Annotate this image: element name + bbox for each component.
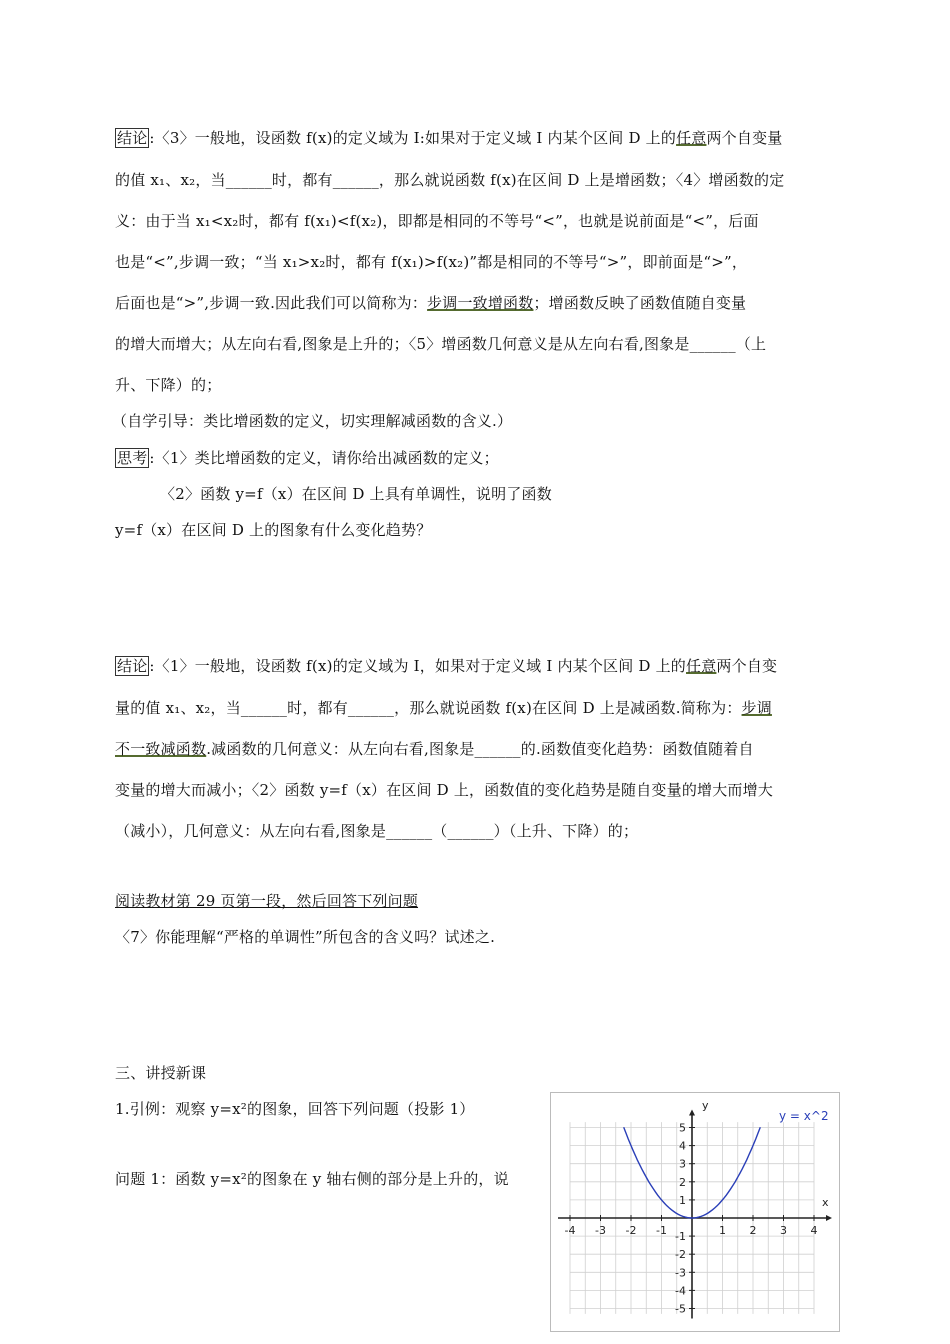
y-tick-label: 5 [679,1121,686,1135]
x-tick-label: -3 [595,1224,606,1237]
think-label: 思考 [117,449,148,467]
text: :〈3〉一般地，设函数 f(x)的定义域为 I:如果对于定义域 I 内某个区间 D 上的 [149,129,677,147]
x-tick-label: -1 [656,1224,667,1237]
think-question-2a: 〈2〉函数 y=f（x）在区间 D 上具有单调性，说明了函数 [160,485,552,503]
section-heading: 三、讲授新课 [115,1064,207,1082]
short-name-decreasing-part1: 步调 [741,699,772,717]
x-tick-label: 3 [780,1224,787,1237]
text: .减函数的几何意义：从左向右看,图象是______的.函数值变化趋势：函数值随着自 [206,740,754,758]
think-question-1 [115,447,840,468]
conclusion-paragraph-1-line-6: 的增大而增大；从左向右看,图象是上升的；〈5〉增函数几何意义是从左向右看,图象是______（上 [115,335,767,353]
y-tick-label: -5 [675,1302,686,1316]
graph-frame [551,1093,840,1332]
reading-instruction: 阅读教材第 29 页第一段，然后回答下列问题 [115,892,419,910]
parabola-graph [550,1092,840,1332]
y-tick-label: -4 [675,1284,686,1298]
graph-canvas [550,1092,840,1332]
conclusion-paragraph-1-line-2: 的值 x₁、x₂，当______时，都有______，那么就说函数 f(x)在区间 D 上是增函数；〈4〉增函数的定 [115,171,785,189]
short-name-decreasing-part2: 不一致减函数 [115,740,207,758]
self-study-guide: （自学引导：类比增函数的定义，切实理解减函数的含义.） [112,412,513,430]
y-tick-label: 1 [679,1193,686,1207]
short-name-increasing: 步调一致增函数 [427,294,534,312]
arbitrary-term: 任意 [676,129,707,147]
y-tick-label: -3 [675,1266,686,1280]
arbitrary-term: 任意 [686,657,717,675]
conclusion-label-2: 结论 [117,657,148,675]
conclusion-paragraph-1-line-5 [115,292,840,313]
text: 量的值 x₁、x₂，当______时，都有______，那么就说函数 f(x)在区间 D 上是减函数.简称为： [115,699,742,717]
x-axis-label: x [822,1196,829,1209]
x-tick-label: 4 [810,1224,818,1237]
conclusion-paragraph-2-line-1 [115,655,840,676]
y-tick-label: 2 [679,1175,686,1189]
x-tick-label: -2 [625,1224,637,1237]
legend-label: y = x^2 [779,1109,829,1123]
question-7: 〈7〉你能理解“严格的单调性”所包含的含义吗？试述之. [115,928,496,946]
y-tick-label: -1 [675,1230,686,1244]
y-axis-label: y [702,1099,709,1112]
text: 后面也是“>”,步调一致.因此我们可以简称为： [115,294,428,312]
conclusion-paragraph-2-line-3 [115,738,840,759]
y-tick-label: 3 [679,1157,686,1171]
text: 两个自变量 [706,129,783,147]
text: 两个自变 [716,657,778,675]
conclusion-paragraph-2-line-5: （减小），几何意义：从左向右看,图象是______（______）（上升、下降）的； [115,822,639,840]
conclusion-paragraph-1-line-1 [115,127,840,148]
x-tick-label: 1 [719,1224,726,1237]
conclusion-paragraph-1-line-3: 义：由于当 x₁<x₂时，都有 f(x₁)<f(x₂)，即都是相同的不等号“<”，也就是说前面是“<”，后面 [115,212,759,230]
conclusion-label: 结论 [117,129,148,147]
conclusion-paragraph-1-line-4: 也是“<”,步调一致；“当 x₁>x₂时，都有 f(x₁)>f(x₂)”都是相同的不等号“>”，即前面是“>”， [115,253,748,271]
text: :〈1〉一般地，设函数 f(x)的定义域为 I，如果对于定义域 I 内某个区间 D 上的 [149,657,687,675]
y-tick-label: -2 [675,1248,686,1262]
conclusion-paragraph-1-line-7: 升、下降）的； [115,376,222,394]
y-tick-label: 4 [679,1139,686,1153]
text: ；增函数反映了函数值随自变量 [533,294,747,312]
text: :〈1〉类比增函数的定义，请你给出减函数的定义； [149,449,499,467]
x-tick-label: -4 [564,1224,576,1237]
question-1: 问题 1：函数 y=x²的图象在 y 轴右侧的部分是上升的，说 [115,1170,509,1188]
conclusion-paragraph-2-line-2 [115,697,840,718]
x-tick-label: 2 [749,1224,757,1237]
conclusion-paragraph-2-line-4: 变量的增大而减小；〈2〉函数 y=f（x）在区间 D 上，函数值的变化趋势是随自变量的增大而增大 [115,781,774,799]
think-question-2b: y=f（x）在区间 D 上的图象有什么变化趋势？ [115,521,432,539]
example-intro: 1.引例：观察 y=x²的图象，回答下列问题（投影 1） [115,1100,475,1118]
